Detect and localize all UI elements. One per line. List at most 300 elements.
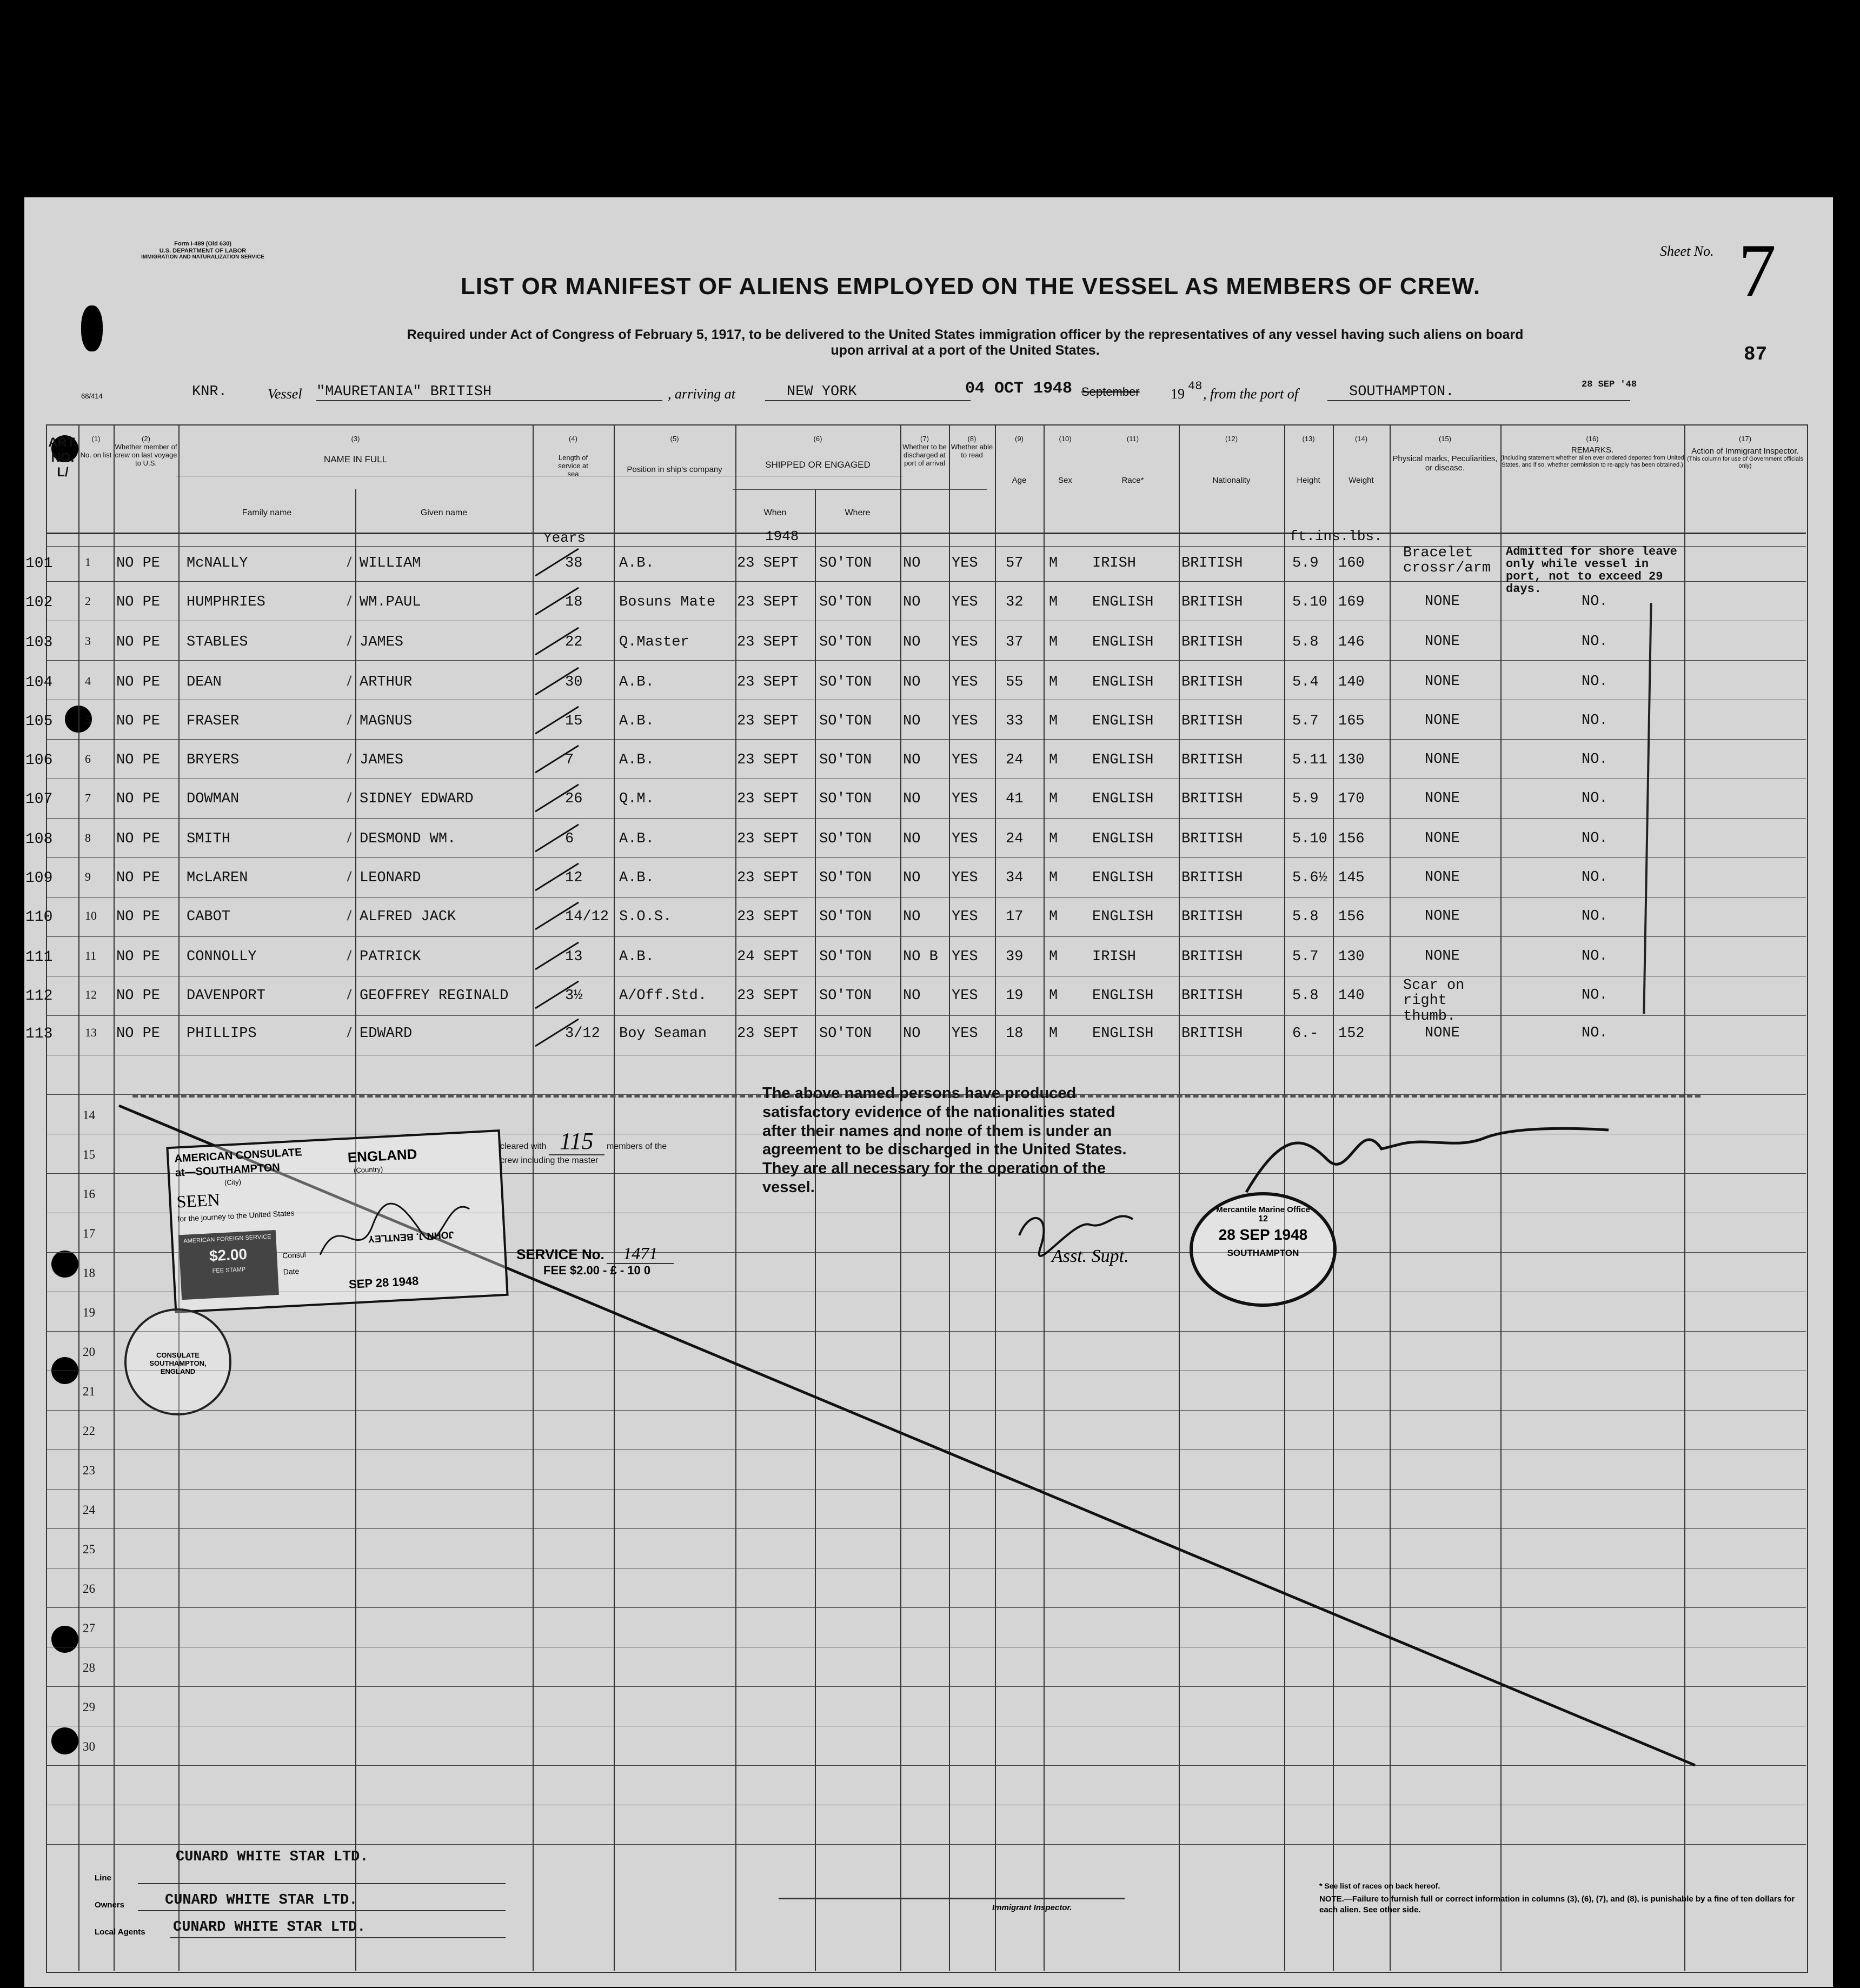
col-15-header: Physical marks, Peculiarities, or disease. bbox=[1392, 454, 1498, 473]
col-6-header: SHIPPED OR ENGAGED bbox=[765, 459, 871, 470]
cell-able-to-read: YES bbox=[952, 594, 978, 610]
cell-last-voyage: NO PE bbox=[116, 988, 161, 1004]
cell-family-name: HUMPHRIES bbox=[187, 594, 265, 610]
cell-race: ENGLISH bbox=[1092, 634, 1154, 650]
inspector-label: Immigrant Inspector. bbox=[992, 1903, 1072, 1912]
cell-list-number: 4 bbox=[85, 674, 91, 688]
cell-length-of-service: 13 bbox=[565, 949, 583, 965]
cell-to-be-discharged: NO bbox=[903, 634, 921, 650]
cell-race: ENGLISH bbox=[1092, 988, 1154, 1004]
col-11-header: Race* bbox=[1121, 475, 1144, 485]
form-number: Form I-489 (Old 630) bbox=[174, 241, 231, 247]
col-art-no: ART. NO. L/ bbox=[48, 435, 77, 480]
arrival-date-stamp: 04 OCT 1948 bbox=[965, 380, 1073, 398]
cell-position: Bosuns Mate bbox=[619, 594, 716, 610]
cell-height: 5.4 bbox=[1292, 674, 1319, 690]
cell-to-be-discharged: NO bbox=[903, 713, 921, 729]
cell-family-name: DEAN bbox=[187, 674, 222, 690]
asst-supt-signature bbox=[1008, 1203, 1160, 1284]
cell-age: 32 bbox=[1006, 594, 1024, 610]
cell-shipped-when: 24 SEPT bbox=[737, 949, 799, 965]
col-17-header: Action of Immigrant Inspector. bbox=[1691, 446, 1799, 456]
cell-length-of-service: 12 bbox=[565, 870, 583, 886]
cell-list-number: 7 bbox=[85, 791, 91, 804]
members-label: members of the bbox=[607, 1142, 667, 1151]
nationality-statement: The above named persons have produced satisfactory evidence of the nationalities stated after their names and none of them is under an agreement to be discharged in the United States. They are all necessary for the operation of the vessel. bbox=[762, 1085, 1127, 1196]
col-15-num: (15) bbox=[1438, 435, 1452, 443]
departure-date: 28 SEP '48 bbox=[1582, 380, 1637, 390]
cell-weight: 140 bbox=[1338, 674, 1365, 690]
cell-art-number: 107 bbox=[25, 791, 53, 808]
cell-remarks: NO. bbox=[1582, 790, 1608, 807]
owners-underline bbox=[138, 1910, 506, 1911]
cell-to-be-discharged: NO bbox=[903, 791, 921, 807]
cell-last-voyage: NO PE bbox=[116, 752, 161, 768]
col-13-header: Height bbox=[1297, 475, 1320, 485]
row-number: 27 bbox=[83, 1621, 95, 1635]
row-number: 20 bbox=[83, 1345, 95, 1359]
cell-shipped-when: 23 SEPT bbox=[737, 752, 799, 768]
row-number: 17 bbox=[83, 1227, 95, 1240]
cell-height: 5.8 bbox=[1292, 988, 1319, 1004]
cell-age: 57 bbox=[1006, 555, 1024, 571]
cell-remarks: NO. bbox=[1582, 713, 1608, 729]
cell-art-number: 109 bbox=[25, 870, 53, 887]
cell-last-voyage: NO PE bbox=[116, 594, 161, 610]
cell-able-to-read: YES bbox=[952, 791, 978, 807]
row-number: 28 bbox=[83, 1661, 95, 1674]
cell-sex: M bbox=[1049, 634, 1058, 650]
service-label: SERVICE No. bbox=[516, 1246, 604, 1262]
cell-weight: 170 bbox=[1338, 791, 1365, 807]
cell-height: 5.7 bbox=[1292, 949, 1319, 965]
cell-nationality: BRITISH bbox=[1181, 713, 1243, 729]
cell-given-name: LEONARD bbox=[360, 870, 421, 886]
mercantile-date: 28 SEP 1948 bbox=[1218, 1226, 1308, 1243]
cell-race: ENGLISH bbox=[1092, 713, 1154, 729]
owners-value: CUNARD WHITE STAR LTD. bbox=[165, 1892, 358, 1909]
cell-family-name: McNALLY bbox=[187, 555, 248, 571]
cell-given-name: MAGNUS bbox=[360, 713, 413, 729]
col-17-num: (17) bbox=[1738, 435, 1752, 443]
sheet-number-label: Sheet No. bbox=[1660, 243, 1714, 259]
cell-nationality: BRITISH bbox=[1181, 634, 1243, 650]
cell-given-name: JAMES bbox=[360, 634, 404, 650]
cell-list-number: 2 bbox=[85, 594, 91, 608]
cell-height: 5.9 bbox=[1292, 555, 1319, 571]
seal-text: CONSULATE SOUTHAMPTON, ENGLAND bbox=[149, 1351, 207, 1375]
cell-able-to-read: YES bbox=[952, 909, 978, 925]
cell-age: 17 bbox=[1006, 909, 1024, 925]
manifest-sheet bbox=[24, 197, 1833, 1987]
cell-age: 34 bbox=[1006, 870, 1024, 886]
cell-shipped-where: SO'TON bbox=[819, 713, 872, 729]
arrival-port: NEW YORK bbox=[765, 384, 971, 401]
journey-label: for the journey to the United States bbox=[177, 1208, 295, 1224]
cell-physical-marks: Bracelet crossr/arm bbox=[1403, 545, 1491, 577]
cell-list-number: 13 bbox=[85, 1026, 97, 1039]
year-shipped: 1948 bbox=[765, 528, 799, 544]
consulate-country: ENGLAND bbox=[347, 1146, 418, 1166]
cell-weight: 165 bbox=[1338, 713, 1365, 729]
cell-sex: M bbox=[1049, 831, 1058, 847]
cell-race: ENGLISH bbox=[1092, 1026, 1154, 1042]
cell-position: A.B. bbox=[619, 949, 654, 965]
cell-able-to-read: YES bbox=[952, 988, 978, 1004]
cell-sex: M bbox=[1049, 674, 1058, 690]
cell-sex: M bbox=[1049, 949, 1058, 965]
cell-shipped-when: 23 SEPT bbox=[737, 634, 799, 650]
cell-able-to-read: YES bbox=[952, 1026, 978, 1042]
races-note: * See list of races on back hereof. bbox=[1319, 1881, 1440, 1890]
years-label: Years bbox=[543, 530, 586, 546]
cell-nationality: BRITISH bbox=[1181, 870, 1243, 886]
consulate-date: SEP 28 1948 bbox=[348, 1274, 419, 1292]
cell-age: 55 bbox=[1006, 674, 1024, 690]
struck-month: September bbox=[1081, 385, 1140, 398]
row-number: 30 bbox=[83, 1740, 95, 1753]
cell-shipped-where: SO'TON bbox=[819, 752, 872, 768]
cell-physical-marks: NONE bbox=[1425, 790, 1460, 807]
cell-given-name: JAMES bbox=[360, 752, 404, 768]
cell-art-number: 111 bbox=[25, 949, 53, 966]
col-5-header: Position in ship's company bbox=[627, 464, 722, 474]
cell-last-voyage: NO PE bbox=[116, 909, 161, 925]
col-7-header: Whether to be discharged at port of arrival bbox=[902, 442, 947, 467]
sheet-number: 7 bbox=[1738, 229, 1776, 313]
asst-supt-title: Asst. Supt. bbox=[1052, 1246, 1129, 1266]
cell-height: 5.10 bbox=[1292, 594, 1327, 610]
cell-to-be-discharged: NO bbox=[903, 988, 921, 1004]
row-number: 15 bbox=[83, 1148, 95, 1161]
cell-able-to-read: YES bbox=[952, 870, 978, 886]
cell-race: ENGLISH bbox=[1092, 909, 1154, 925]
cell-given-name: ARTHUR bbox=[360, 674, 413, 690]
col-16-subheader: (Including statement whether alien ever ordered deported from United States, and if so, whether permission to re-apply has been obtained.) bbox=[1500, 455, 1684, 468]
country-label: (Country) bbox=[353, 1165, 383, 1175]
cell-last-voyage: NO PE bbox=[116, 713, 161, 729]
cell-sex: M bbox=[1049, 752, 1058, 768]
cell-position: S.O.S. bbox=[619, 909, 672, 925]
cell-list-number: 6 bbox=[85, 752, 91, 766]
date-label: Date bbox=[283, 1266, 300, 1276]
cell-nationality: BRITISH bbox=[1181, 674, 1243, 690]
cell-shipped-where: SO'TON bbox=[819, 791, 872, 807]
col-13-num: (13) bbox=[1302, 435, 1315, 443]
cell-sex: M bbox=[1049, 791, 1058, 807]
cell-remarks: NO. bbox=[1582, 830, 1608, 847]
cell-given-name: DESMOND WM. bbox=[360, 831, 456, 847]
crew-including-master: crew including the master bbox=[500, 1156, 599, 1165]
cell-nationality: BRITISH bbox=[1181, 752, 1243, 768]
cell-list-number: 1 bbox=[85, 555, 91, 569]
col-8-num: (8) bbox=[967, 435, 976, 443]
cell-shipped-when: 23 SEPT bbox=[737, 713, 799, 729]
col-4-num: (4) bbox=[569, 435, 577, 443]
cell-last-voyage: NO PE bbox=[116, 1026, 161, 1042]
col-6-num: (6) bbox=[813, 435, 822, 443]
col-14-num: (14) bbox=[1354, 435, 1368, 443]
cell-position: A.B. bbox=[619, 752, 654, 768]
units-label: ft.ins.lbs. bbox=[1290, 528, 1383, 544]
cell-last-voyage: NO PE bbox=[116, 634, 161, 650]
seen-label: SEEN bbox=[176, 1189, 221, 1212]
cell-able-to-read: YES bbox=[952, 674, 978, 690]
col-3-given: Given name bbox=[420, 508, 468, 517]
col-9-header: Age bbox=[1012, 475, 1027, 485]
cell-family-name: BRYERS bbox=[187, 752, 240, 768]
cell-shipped-when: 23 SEPT bbox=[737, 594, 799, 610]
cell-age: 37 bbox=[1006, 634, 1024, 650]
cell-able-to-read: YES bbox=[952, 634, 978, 650]
city-label: (City) bbox=[224, 1178, 242, 1187]
cell-height: 5.7 bbox=[1292, 713, 1319, 729]
cell-to-be-discharged: NO bbox=[903, 909, 921, 925]
cell-position: A/Off.Std. bbox=[619, 988, 707, 1004]
agents-underline bbox=[170, 1937, 506, 1938]
cell-art-number: 108 bbox=[25, 831, 53, 848]
cell-remarks: NO. bbox=[1582, 674, 1608, 690]
cell-weight: 146 bbox=[1338, 634, 1365, 650]
crew-count: 115 bbox=[549, 1128, 604, 1155]
line-label: Line bbox=[95, 1873, 111, 1883]
col-1-num: (1) bbox=[91, 435, 101, 443]
from-port-label: , from the port of bbox=[1203, 386, 1298, 402]
cell-weight: 145 bbox=[1338, 870, 1365, 886]
col-3-header: NAME IN FULL bbox=[323, 454, 388, 464]
col-11-num: (11) bbox=[1126, 435, 1139, 443]
cell-nationality: BRITISH bbox=[1181, 791, 1243, 807]
row-number: 26 bbox=[83, 1582, 95, 1595]
cell-art-number: 101 bbox=[25, 555, 53, 572]
cell-physical-marks: NONE bbox=[1425, 634, 1460, 650]
col-4-header: Length of service at sea bbox=[558, 453, 588, 478]
cell-sex: M bbox=[1049, 1026, 1058, 1042]
col-6-when: When bbox=[763, 508, 787, 517]
cell-family-name: PHILLIPS bbox=[187, 1026, 257, 1042]
cell-remarks: NO. bbox=[1582, 948, 1608, 965]
cell-race: ENGLISH bbox=[1092, 594, 1154, 610]
subtitle-line-2: upon arrival at a port of the United States. bbox=[831, 342, 1100, 358]
cell-list-number: 3 bbox=[85, 634, 91, 648]
col-12-header: Nationality bbox=[1212, 475, 1251, 485]
cell-race: ENGLISH bbox=[1092, 870, 1154, 886]
cell-shipped-where: SO'TON bbox=[819, 831, 872, 847]
col-6-where: Where bbox=[845, 508, 871, 517]
row-number: 21 bbox=[83, 1385, 95, 1398]
cell-family-name: DAVENPORT bbox=[187, 988, 265, 1004]
cell-last-voyage: NO PE bbox=[116, 674, 161, 690]
cell-race: ENGLISH bbox=[1092, 752, 1154, 768]
cell-physical-marks: NONE bbox=[1425, 594, 1460, 610]
col-16-num: (16) bbox=[1586, 435, 1599, 443]
cell-art-number: 102 bbox=[25, 594, 53, 611]
cell-length-of-service: 26 bbox=[565, 791, 583, 807]
page-number: 87 bbox=[1744, 343, 1768, 365]
cell-height: 6.- bbox=[1292, 1026, 1319, 1042]
fee-stamp-header: AMERICAN FOREIGN SERVICE bbox=[183, 1233, 271, 1245]
cell-weight: 130 bbox=[1338, 949, 1365, 965]
cell-weight: 156 bbox=[1338, 831, 1365, 847]
cell-art-number: 112 bbox=[25, 988, 53, 1005]
consulate-line-1: AMERICAN CONSULATE bbox=[174, 1146, 303, 1165]
cell-position: Boy Seaman bbox=[619, 1026, 707, 1042]
cell-to-be-discharged: NO bbox=[903, 555, 921, 571]
cell-given-name: WILLIAM bbox=[360, 555, 421, 571]
cell-nationality: BRITISH bbox=[1181, 988, 1243, 1004]
cell-able-to-read: YES bbox=[952, 713, 978, 729]
cell-family-name: DOWMAN bbox=[187, 791, 240, 807]
cell-shipped-where: SO'TON bbox=[819, 909, 872, 925]
cell-weight: 140 bbox=[1338, 988, 1365, 1004]
cell-physical-marks: NONE bbox=[1425, 752, 1460, 768]
mercantile-port: SOUTHAMPTON bbox=[1227, 1248, 1299, 1258]
cell-height: 5.10 bbox=[1292, 831, 1327, 847]
cell-remarks: NO. bbox=[1582, 869, 1608, 886]
cell-age: 19 bbox=[1006, 988, 1024, 1004]
cell-given-name: ALFRED JACK bbox=[360, 909, 456, 925]
cell-remarks: Admitted for shore leave only while vessel in port, not to exceed 29 days. bbox=[1506, 545, 1677, 596]
col-2-num: (2) bbox=[142, 435, 150, 443]
form-title: LIST OR MANIFEST OF ALIENS EMPLOYED ON THE VESSEL AS MEMBERS OF CREW. bbox=[460, 273, 1481, 300]
col-7-num: (7) bbox=[920, 435, 929, 443]
row-number: 19 bbox=[83, 1306, 95, 1319]
cell-position: A.B. bbox=[619, 870, 654, 886]
agents-value: CUNARD WHITE STAR LTD. bbox=[173, 1919, 366, 1936]
cell-length-of-service: 3½ bbox=[565, 988, 583, 1004]
cell-list-number: 5 bbox=[85, 713, 91, 727]
col-12-num: (12) bbox=[1225, 435, 1238, 443]
cell-to-be-discharged: NO bbox=[903, 752, 921, 768]
col-3-family: Family name bbox=[242, 508, 292, 517]
cleared-label: cleared with bbox=[500, 1142, 547, 1151]
cell-sex: M bbox=[1049, 594, 1058, 610]
cell-height: 5.9 bbox=[1292, 791, 1319, 807]
cell-remarks: NO. bbox=[1582, 594, 1608, 610]
cell-list-number: 12 bbox=[85, 988, 97, 1001]
cell-physical-marks: NONE bbox=[1425, 1025, 1460, 1041]
cell-last-voyage: NO PE bbox=[116, 791, 161, 807]
col-17-subheader: (This column for use of Government officials only) bbox=[1687, 456, 1803, 469]
cell-list-number: 9 bbox=[85, 870, 91, 883]
row-number: 16 bbox=[83, 1187, 95, 1201]
cell-last-voyage: NO PE bbox=[116, 831, 161, 847]
cell-shipped-when: 23 SEPT bbox=[737, 831, 799, 847]
department-name: U.S. DEPARTMENT OF LABOR bbox=[159, 247, 247, 254]
cell-age: 39 bbox=[1006, 949, 1024, 965]
consul-name: JOHN J. BENTLEY bbox=[368, 1229, 455, 1245]
cell-nationality: BRITISH bbox=[1181, 594, 1243, 610]
cell-list-number: 10 bbox=[85, 909, 97, 922]
cell-shipped-when: 23 SEPT bbox=[737, 909, 799, 925]
cell-race: ENGLISH bbox=[1092, 831, 1154, 847]
cell-height: 5.6½ bbox=[1292, 870, 1327, 886]
cell-shipped-where: SO'TON bbox=[819, 949, 872, 965]
cell-family-name: CONNOLLY bbox=[187, 949, 257, 965]
col-9-num: (9) bbox=[1015, 435, 1024, 443]
col-10-header: Sex bbox=[1058, 475, 1072, 485]
cell-weight: 156 bbox=[1338, 909, 1365, 925]
cell-list-number: 8 bbox=[85, 831, 91, 845]
cell-nationality: BRITISH bbox=[1181, 949, 1243, 965]
cell-remarks: NO. bbox=[1582, 987, 1608, 1003]
cell-shipped-when: 23 SEPT bbox=[737, 988, 799, 1004]
col-14-header: Weight bbox=[1348, 475, 1374, 485]
cell-nationality: BRITISH bbox=[1181, 909, 1243, 925]
cell-last-voyage: NO PE bbox=[116, 555, 161, 571]
cell-sex: M bbox=[1049, 909, 1058, 925]
cell-weight: 152 bbox=[1338, 1026, 1365, 1042]
cell-family-name: McLAREN bbox=[187, 870, 248, 886]
row-number: 25 bbox=[83, 1542, 95, 1556]
cell-position: A.B. bbox=[619, 831, 654, 847]
cell-sex: M bbox=[1049, 988, 1058, 1004]
cell-shipped-where: SO'TON bbox=[819, 634, 872, 650]
cell-height: 5.8 bbox=[1292, 909, 1319, 925]
cell-length-of-service: 22 bbox=[565, 634, 583, 650]
penalty-note: NOTE.—Failure to furnish full or correct information in columns (3), (6), (7), and (8), is punishable by a fine of ten dollars for each alien. See other side. bbox=[1319, 1894, 1795, 1914]
cell-to-be-discharged: NO bbox=[903, 594, 921, 610]
cell-length-of-service: 15 bbox=[565, 713, 583, 729]
vessel-label: Vessel bbox=[268, 386, 302, 402]
cell-art-number: 104 bbox=[25, 674, 53, 691]
cell-to-be-discharged: NO bbox=[903, 870, 921, 886]
cell-to-be-discharged: NO bbox=[903, 1026, 921, 1042]
cell-to-be-discharged: NO B bbox=[903, 949, 938, 965]
cell-given-name: SIDNEY EDWARD bbox=[360, 791, 474, 807]
cell-shipped-where: SO'TON bbox=[819, 674, 872, 690]
consulate-line-2: at—SOUTHAMPTON bbox=[175, 1161, 281, 1179]
cell-race: IRISH bbox=[1092, 555, 1137, 571]
cell-weight: 130 bbox=[1338, 752, 1365, 768]
cell-shipped-where: SO'TON bbox=[819, 1026, 872, 1042]
cell-shipped-when: 23 SEPT bbox=[737, 674, 799, 690]
cell-art-number: 110 bbox=[25, 909, 53, 926]
cell-given-name: GEOFFREY REGINALD bbox=[360, 988, 509, 1004]
cell-weight: 169 bbox=[1338, 594, 1365, 610]
fee-stamp-label: FEE STAMP bbox=[212, 1266, 246, 1275]
cell-remarks: NO. bbox=[1582, 634, 1608, 650]
cell-physical-marks: NONE bbox=[1425, 869, 1460, 886]
service-fee: FEE $2.00 - £ - 10 0 bbox=[543, 1264, 651, 1277]
departure-port: SOUTHAMPTON. bbox=[1327, 384, 1630, 401]
col-3-num: (3) bbox=[351, 435, 360, 443]
cell-sex: M bbox=[1049, 870, 1058, 886]
cell-shipped-when: 23 SEPT bbox=[737, 555, 799, 571]
cell-given-name: EDWARD bbox=[360, 1026, 413, 1042]
cell-shipped-when: 23 SEPT bbox=[737, 1026, 799, 1042]
cell-given-name: PATRICK bbox=[360, 949, 421, 965]
cell-shipped-when: 23 SEPT bbox=[737, 791, 799, 807]
mercantile-office: Mercantile Marine Office bbox=[1216, 1205, 1310, 1214]
cell-nationality: BRITISH bbox=[1181, 831, 1243, 847]
cell-height: 5.8 bbox=[1292, 634, 1319, 650]
cell-age: 24 bbox=[1006, 831, 1024, 847]
row-number: 29 bbox=[83, 1700, 95, 1714]
cell-able-to-read: YES bbox=[952, 752, 978, 768]
cell-position: Q.Master bbox=[619, 634, 689, 650]
service-number-block bbox=[516, 1244, 674, 1278]
cell-race: ENGLISH bbox=[1092, 791, 1154, 807]
cell-weight: 160 bbox=[1338, 555, 1365, 571]
subtitle-line-1: Required under Act of Congress of February 5, 1917, to be delivered to the United States immigration officer by the representatives of any vessel having such aliens on board bbox=[407, 327, 1524, 342]
cell-age: 41 bbox=[1006, 791, 1024, 807]
vessel-name: "MAURETANIA" BRITISH bbox=[316, 384, 662, 401]
agents-label: Local Agents bbox=[95, 1927, 145, 1937]
year-prefix: 19 bbox=[1171, 386, 1185, 402]
cell-length-of-service: 3/12 bbox=[565, 1026, 600, 1042]
cell-physical-marks: Scar on right thumb. bbox=[1403, 978, 1465, 1025]
